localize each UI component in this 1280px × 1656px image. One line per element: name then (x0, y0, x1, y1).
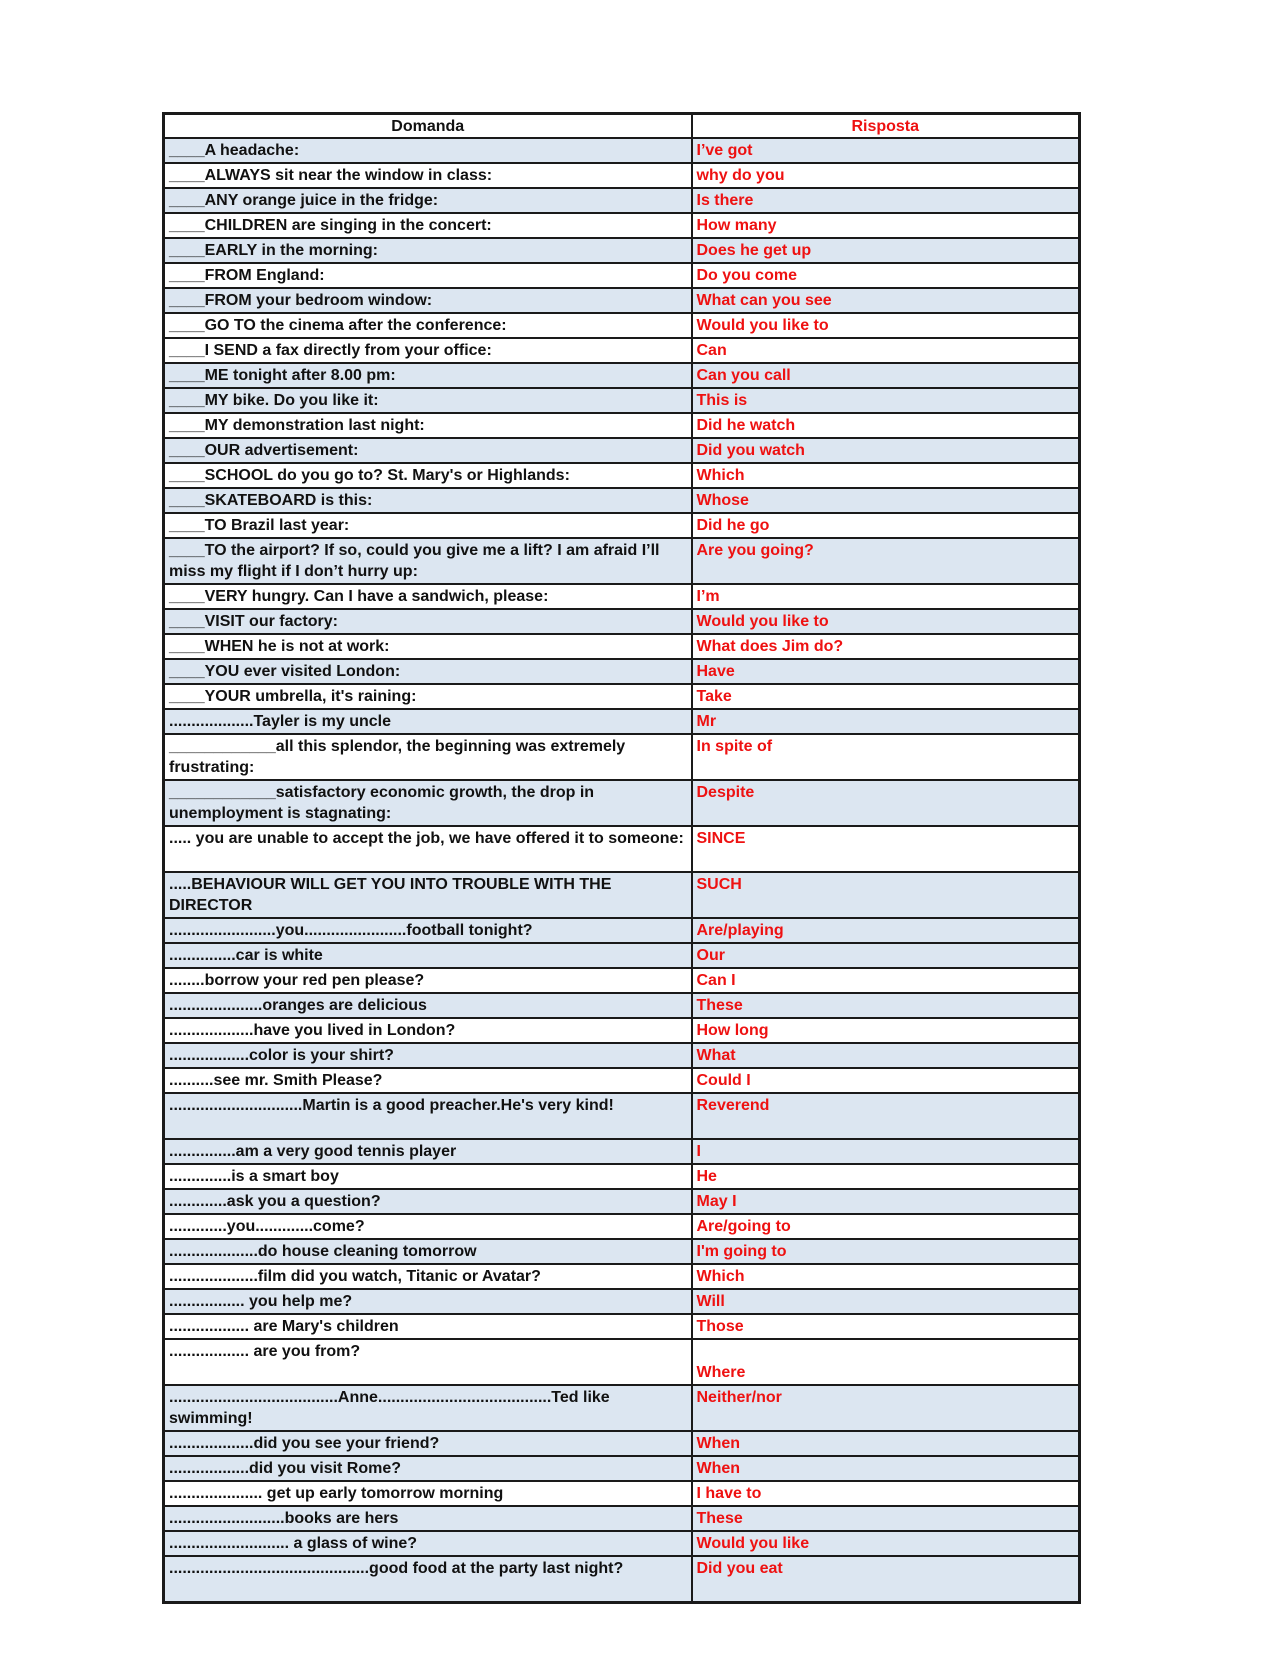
answer-cell: I’ve got (692, 138, 1080, 163)
question-cell: ____________all this splendor, the beginning was extremely frustrating: (164, 734, 692, 780)
table-row (164, 1431, 1080, 1456)
question-cell: .....................oranges are delicious (164, 993, 692, 1018)
answer-cell: Neither/nor (692, 1385, 1080, 1431)
answer-cell: why do you (692, 163, 1080, 188)
question-cell: ........................... a glass of wine? (164, 1531, 692, 1556)
table-row (164, 780, 1080, 826)
question-cell: ____VISIT our factory: (164, 609, 692, 634)
table-row (164, 488, 1080, 513)
table-body (164, 138, 1080, 1603)
answer-cell: May I (692, 1189, 1080, 1214)
answer-cell: Despite (692, 780, 1080, 826)
table-row (164, 1139, 1080, 1164)
answer-cell: Could I (692, 1068, 1080, 1093)
table-row (164, 684, 1080, 709)
answer-cell: How long (692, 1018, 1080, 1043)
question-cell: ____TO the airport? If so, could you give me a lift? I am afraid I’ll miss my flight if I don’t hurry up: (164, 538, 692, 584)
answer-cell: Which (692, 1264, 1080, 1289)
column-header-risposta: Risposta (692, 114, 1080, 139)
question-cell: ..........................books are hers (164, 1506, 692, 1531)
answer-cell: Which (692, 463, 1080, 488)
answer-cell: Those (692, 1314, 1080, 1339)
question-cell: ...................Tayler is my uncle (164, 709, 692, 734)
table-row (164, 1289, 1080, 1314)
table-row (164, 1068, 1080, 1093)
question-cell: ........................you.......................football tonight? (164, 918, 692, 943)
question-cell: ..................color is your shirt? (164, 1043, 692, 1068)
answer-cell: Can (692, 338, 1080, 363)
table-row (164, 1239, 1080, 1264)
table-row (164, 1264, 1080, 1289)
question-cell: ....................film did you watch, Titanic or Avatar? (164, 1264, 692, 1289)
question-cell: ..... you are unable to accept the job, we have offered it to someone: (164, 826, 692, 872)
table-row (164, 709, 1080, 734)
question-cell: ................. you help me? (164, 1289, 692, 1314)
table-row (164, 413, 1080, 438)
question-cell: .................. are Mary's children (164, 1314, 692, 1339)
question-cell: .................. are you from? (164, 1339, 692, 1385)
question-cell: ...............car is white (164, 943, 692, 968)
answer-cell: Would you like to (692, 313, 1080, 338)
question-cell: ____GO TO the cinema after the conference: (164, 313, 692, 338)
table-row (164, 338, 1080, 363)
question-cell: ____TO Brazil last year: (164, 513, 692, 538)
table-row (164, 538, 1080, 584)
question-cell: ____MY demonstration last night: (164, 413, 692, 438)
table-row (164, 918, 1080, 943)
table-row (164, 1189, 1080, 1214)
question-cell: ......................................Anne.......................................Ted like swimming! (164, 1385, 692, 1431)
answer-cell: Did you watch (692, 438, 1080, 463)
question-cell: ....................do house cleaning tomorrow (164, 1239, 692, 1264)
answer-cell: Mr (692, 709, 1080, 734)
table-row (164, 1043, 1080, 1068)
table-row (164, 1314, 1080, 1339)
table-row (164, 388, 1080, 413)
table-row (164, 634, 1080, 659)
question-cell: ____YOU ever visited London: (164, 659, 692, 684)
question-cell: ____YOUR umbrella, it's raining: (164, 684, 692, 709)
question-cell: ..................... get up early tomorrow morning (164, 1481, 692, 1506)
table-row (164, 438, 1080, 463)
question-cell: ____SCHOOL do you go to? St. Mary's or Highlands: (164, 463, 692, 488)
answer-cell: Is there (692, 188, 1080, 213)
question-cell: ____CHILDREN are singing in the concert: (164, 213, 692, 238)
table-row (164, 1456, 1080, 1481)
table-row (164, 734, 1080, 780)
answer-cell: I'm going to (692, 1239, 1080, 1264)
answer-cell: Can I (692, 968, 1080, 993)
table-row (164, 463, 1080, 488)
question-cell: ..............is a smart boy (164, 1164, 692, 1189)
answer-cell: Are you going? (692, 538, 1080, 584)
answer-cell: Would you like (692, 1531, 1080, 1556)
question-cell: ____ME tonight after 8.00 pm: (164, 363, 692, 388)
question-cell: ____I SEND a fax directly from your office: (164, 338, 692, 363)
answer-cell: Where (692, 1339, 1080, 1385)
table-row (164, 943, 1080, 968)
answer-cell: Did he go (692, 513, 1080, 538)
answer-cell: Whose (692, 488, 1080, 513)
table-row (164, 1506, 1080, 1531)
answer-cell: Does he get up (692, 238, 1080, 263)
answer-cell: Would you like to (692, 609, 1080, 634)
table-row (164, 138, 1080, 163)
answer-cell: I’m (692, 584, 1080, 609)
question-cell: ____FROM your bedroom window: (164, 288, 692, 313)
answer-cell: When (692, 1456, 1080, 1481)
answer-cell: How many (692, 213, 1080, 238)
table-row (164, 584, 1080, 609)
question-cell: .............ask you a question? (164, 1189, 692, 1214)
answer-cell: What can you see (692, 288, 1080, 313)
answer-cell: Take (692, 684, 1080, 709)
table-row (164, 1018, 1080, 1043)
table-row (164, 1556, 1080, 1603)
column-header-domanda: Domanda (164, 114, 692, 139)
question-cell: .............................................good food at the party last night? (164, 1556, 692, 1603)
answer-cell: This is (692, 388, 1080, 413)
answer-cell: Will (692, 1289, 1080, 1314)
question-cell: ...................have you lived in London? (164, 1018, 692, 1043)
answer-cell: SUCH (692, 872, 1080, 918)
question-cell: .....BEHAVIOUR WILL GET YOU INTO TROUBLE WITH THE DIRECTOR (164, 872, 692, 918)
question-cell: ........borrow your red pen please? (164, 968, 692, 993)
table-row (164, 1385, 1080, 1431)
question-cell: ____MY bike. Do you like it: (164, 388, 692, 413)
table-row (164, 363, 1080, 388)
question-cell: ____A headache: (164, 138, 692, 163)
table-row (164, 609, 1080, 634)
table-row (164, 826, 1080, 872)
question-cell: ...............am a very good tennis player (164, 1139, 692, 1164)
table-row (164, 1339, 1080, 1385)
answer-cell: In spite of (692, 734, 1080, 780)
table-row (164, 313, 1080, 338)
answer-cell: Reverend (692, 1093, 1080, 1139)
answer-cell: These (692, 1506, 1080, 1531)
question-cell: ____EARLY in the morning: (164, 238, 692, 263)
question-cell: ..................did you visit Rome? (164, 1456, 692, 1481)
question-cell: ____WHEN he is not at work: (164, 634, 692, 659)
table-row (164, 513, 1080, 538)
questions-table (162, 112, 1081, 1604)
answer-cell: Did you eat (692, 1556, 1080, 1603)
answer-cell: Our (692, 943, 1080, 968)
table-row (164, 993, 1080, 1018)
table-row (164, 213, 1080, 238)
question-cell: ...................did you see your friend? (164, 1431, 692, 1456)
question-cell: ____FROM England: (164, 263, 692, 288)
answer-cell: What does Jim do? (692, 634, 1080, 659)
table-row (164, 238, 1080, 263)
question-cell: ____SKATEBOARD is this: (164, 488, 692, 513)
answer-cell: I have to (692, 1481, 1080, 1506)
answer-cell: Are/playing (692, 918, 1080, 943)
question-cell: ____OUR advertisement: (164, 438, 692, 463)
table-row (164, 288, 1080, 313)
table-row (164, 872, 1080, 918)
table-row (164, 1481, 1080, 1506)
table-row (164, 968, 1080, 993)
answer-cell: When (692, 1431, 1080, 1456)
question-cell: ____VERY hungry. Can I have a sandwich, please: (164, 584, 692, 609)
answer-cell: SINCE (692, 826, 1080, 872)
question-cell: ____ALWAYS sit near the window in class: (164, 163, 692, 188)
answer-cell: These (692, 993, 1080, 1018)
question-cell: .............you.............come? (164, 1214, 692, 1239)
table-row (164, 263, 1080, 288)
answer-cell: He (692, 1164, 1080, 1189)
answer-cell: I (692, 1139, 1080, 1164)
table-row (164, 659, 1080, 684)
question-cell: ____________satisfactory economic growth, the drop in unemployment is stagnating: (164, 780, 692, 826)
question-cell: ____ANY orange juice in the fridge: (164, 188, 692, 213)
answer-cell: Have (692, 659, 1080, 684)
answer-cell: Are/going to (692, 1214, 1080, 1239)
table-row (164, 1214, 1080, 1239)
answer-cell: Do you come (692, 263, 1080, 288)
table-row (164, 163, 1080, 188)
table-row (164, 1164, 1080, 1189)
question-cell: ..............................Martin is a good preacher.He's very kind! (164, 1093, 692, 1139)
table-row (164, 1531, 1080, 1556)
question-cell: ..........see mr. Smith Please? (164, 1068, 692, 1093)
answer-cell: Can you call (692, 363, 1080, 388)
table-row (164, 1093, 1080, 1139)
header-row (164, 114, 1080, 139)
answer-cell: What (692, 1043, 1080, 1068)
answer-cell: Did he watch (692, 413, 1080, 438)
table-row (164, 188, 1080, 213)
